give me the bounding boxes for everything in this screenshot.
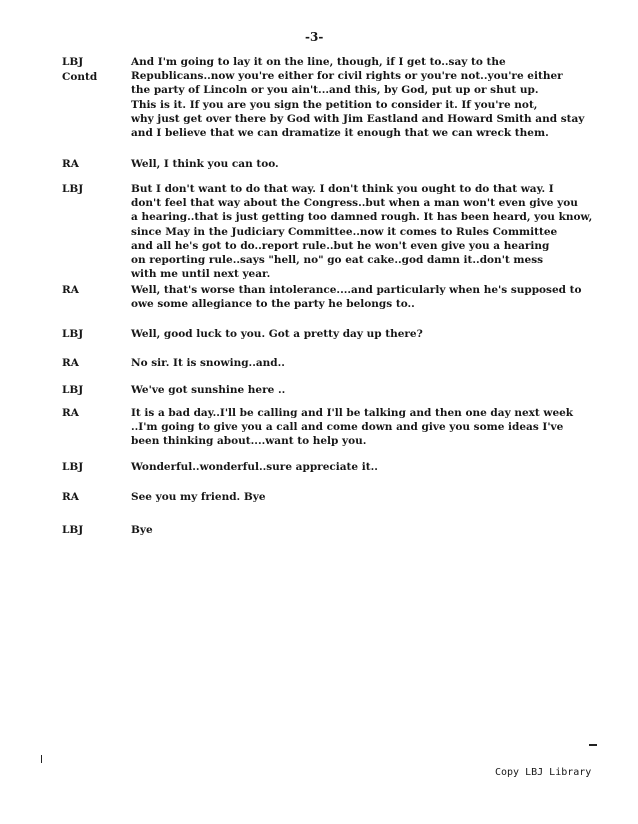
utterance-line: since May in the Judiciary Committee..now it comes to Rules Committee <box>131 225 558 238</box>
utterance-line: Well, that's worse than intolerance....and particularly when he's supposed to <box>131 284 582 296</box>
utterance-line: But I don't want to do that way. I don't think you ought to do that way. I <box>131 183 554 195</box>
speaker-label: RA <box>62 284 79 296</box>
utterance-line: and all he's got to do..report rule..but he won't even give you a hearing <box>131 239 550 252</box>
utterance <box>131 182 606 281</box>
utterance-line: No sir. It is snowing..and.. <box>131 357 285 369</box>
utterance <box>131 490 606 504</box>
utterance-line: Well, I think you can too. <box>131 158 279 170</box>
speaker-label: RA <box>62 158 79 170</box>
utterance-line: It is a bad day..I'll be calling and I'll be talking and then one day next week <box>131 407 574 419</box>
utterance <box>131 383 606 397</box>
utterance-line: the party of Lincoln or you ain't...and this, by God, put up or shut up. <box>131 84 539 97</box>
speaker-label: LBJ Contd <box>62 56 98 83</box>
utterance-line: Republicans..now you're either for civil rights or you're not..you're either <box>131 70 563 83</box>
utterance-line: And I'm going to lay it on the line, though, if I get to..say to the <box>131 56 506 68</box>
utterance <box>131 356 606 370</box>
utterance-line: Bye <box>131 524 153 536</box>
utterance <box>131 406 606 449</box>
speaker-label: LBJ <box>62 461 84 473</box>
library-copy-footer: Copy LBJ Library <box>495 767 592 778</box>
utterance-line: and I believe that we can dramatize it enough that we can wreck them. <box>131 127 549 140</box>
utterance <box>131 157 606 171</box>
utterance <box>131 460 606 474</box>
speaker-label: LBJ <box>62 524 84 536</box>
utterance-line: See you my friend. Bye <box>131 491 266 503</box>
utterance-line: don't feel that way about the Congress..but when a man won't even give you <box>131 197 578 210</box>
utterance <box>131 55 606 140</box>
footer-dash-mark <box>589 744 597 746</box>
speaker-label: RA <box>62 491 79 503</box>
utterance-line: owe some allegiance to the party he belongs to.. <box>131 298 415 311</box>
utterance-line: why just get over there by God with Jim Eastland and Howard Smith and stay <box>131 112 585 125</box>
utterance-line: on reporting rule..says "hell, no" go eat cake..god damn it..don't mess <box>131 254 544 267</box>
page-number: -3- <box>305 30 324 44</box>
utterance-line: Wonderful..wonderful..sure appreciate it.. <box>131 461 378 473</box>
utterance-line: This is it. If you are you sign the petition to consider it. If you're not, <box>131 98 538 111</box>
utterance <box>131 523 606 537</box>
speaker-label: LBJ <box>62 183 84 195</box>
speaker-label: RA <box>62 357 79 369</box>
speaker-label: LBJ <box>62 384 84 396</box>
utterance <box>131 327 606 341</box>
speaker-label: LBJ <box>62 328 84 340</box>
utterance-line: a hearing..that is just getting too damned rough. It has been heard, you know, <box>131 211 593 224</box>
speaker-label: RA <box>62 407 79 419</box>
utterance-line: ..I'm going to give you a call and come down and give you some ideas I've <box>131 421 564 434</box>
margin-tick-mark <box>41 755 42 763</box>
utterance-line: We've got sunshine here .. <box>131 384 286 396</box>
utterance-line: with me until next year. <box>131 268 271 281</box>
utterance <box>131 283 606 311</box>
utterance-line: Well, good luck to you. Got a pretty day up there? <box>131 328 423 340</box>
utterance-line: been thinking about....want to help you. <box>131 435 367 448</box>
